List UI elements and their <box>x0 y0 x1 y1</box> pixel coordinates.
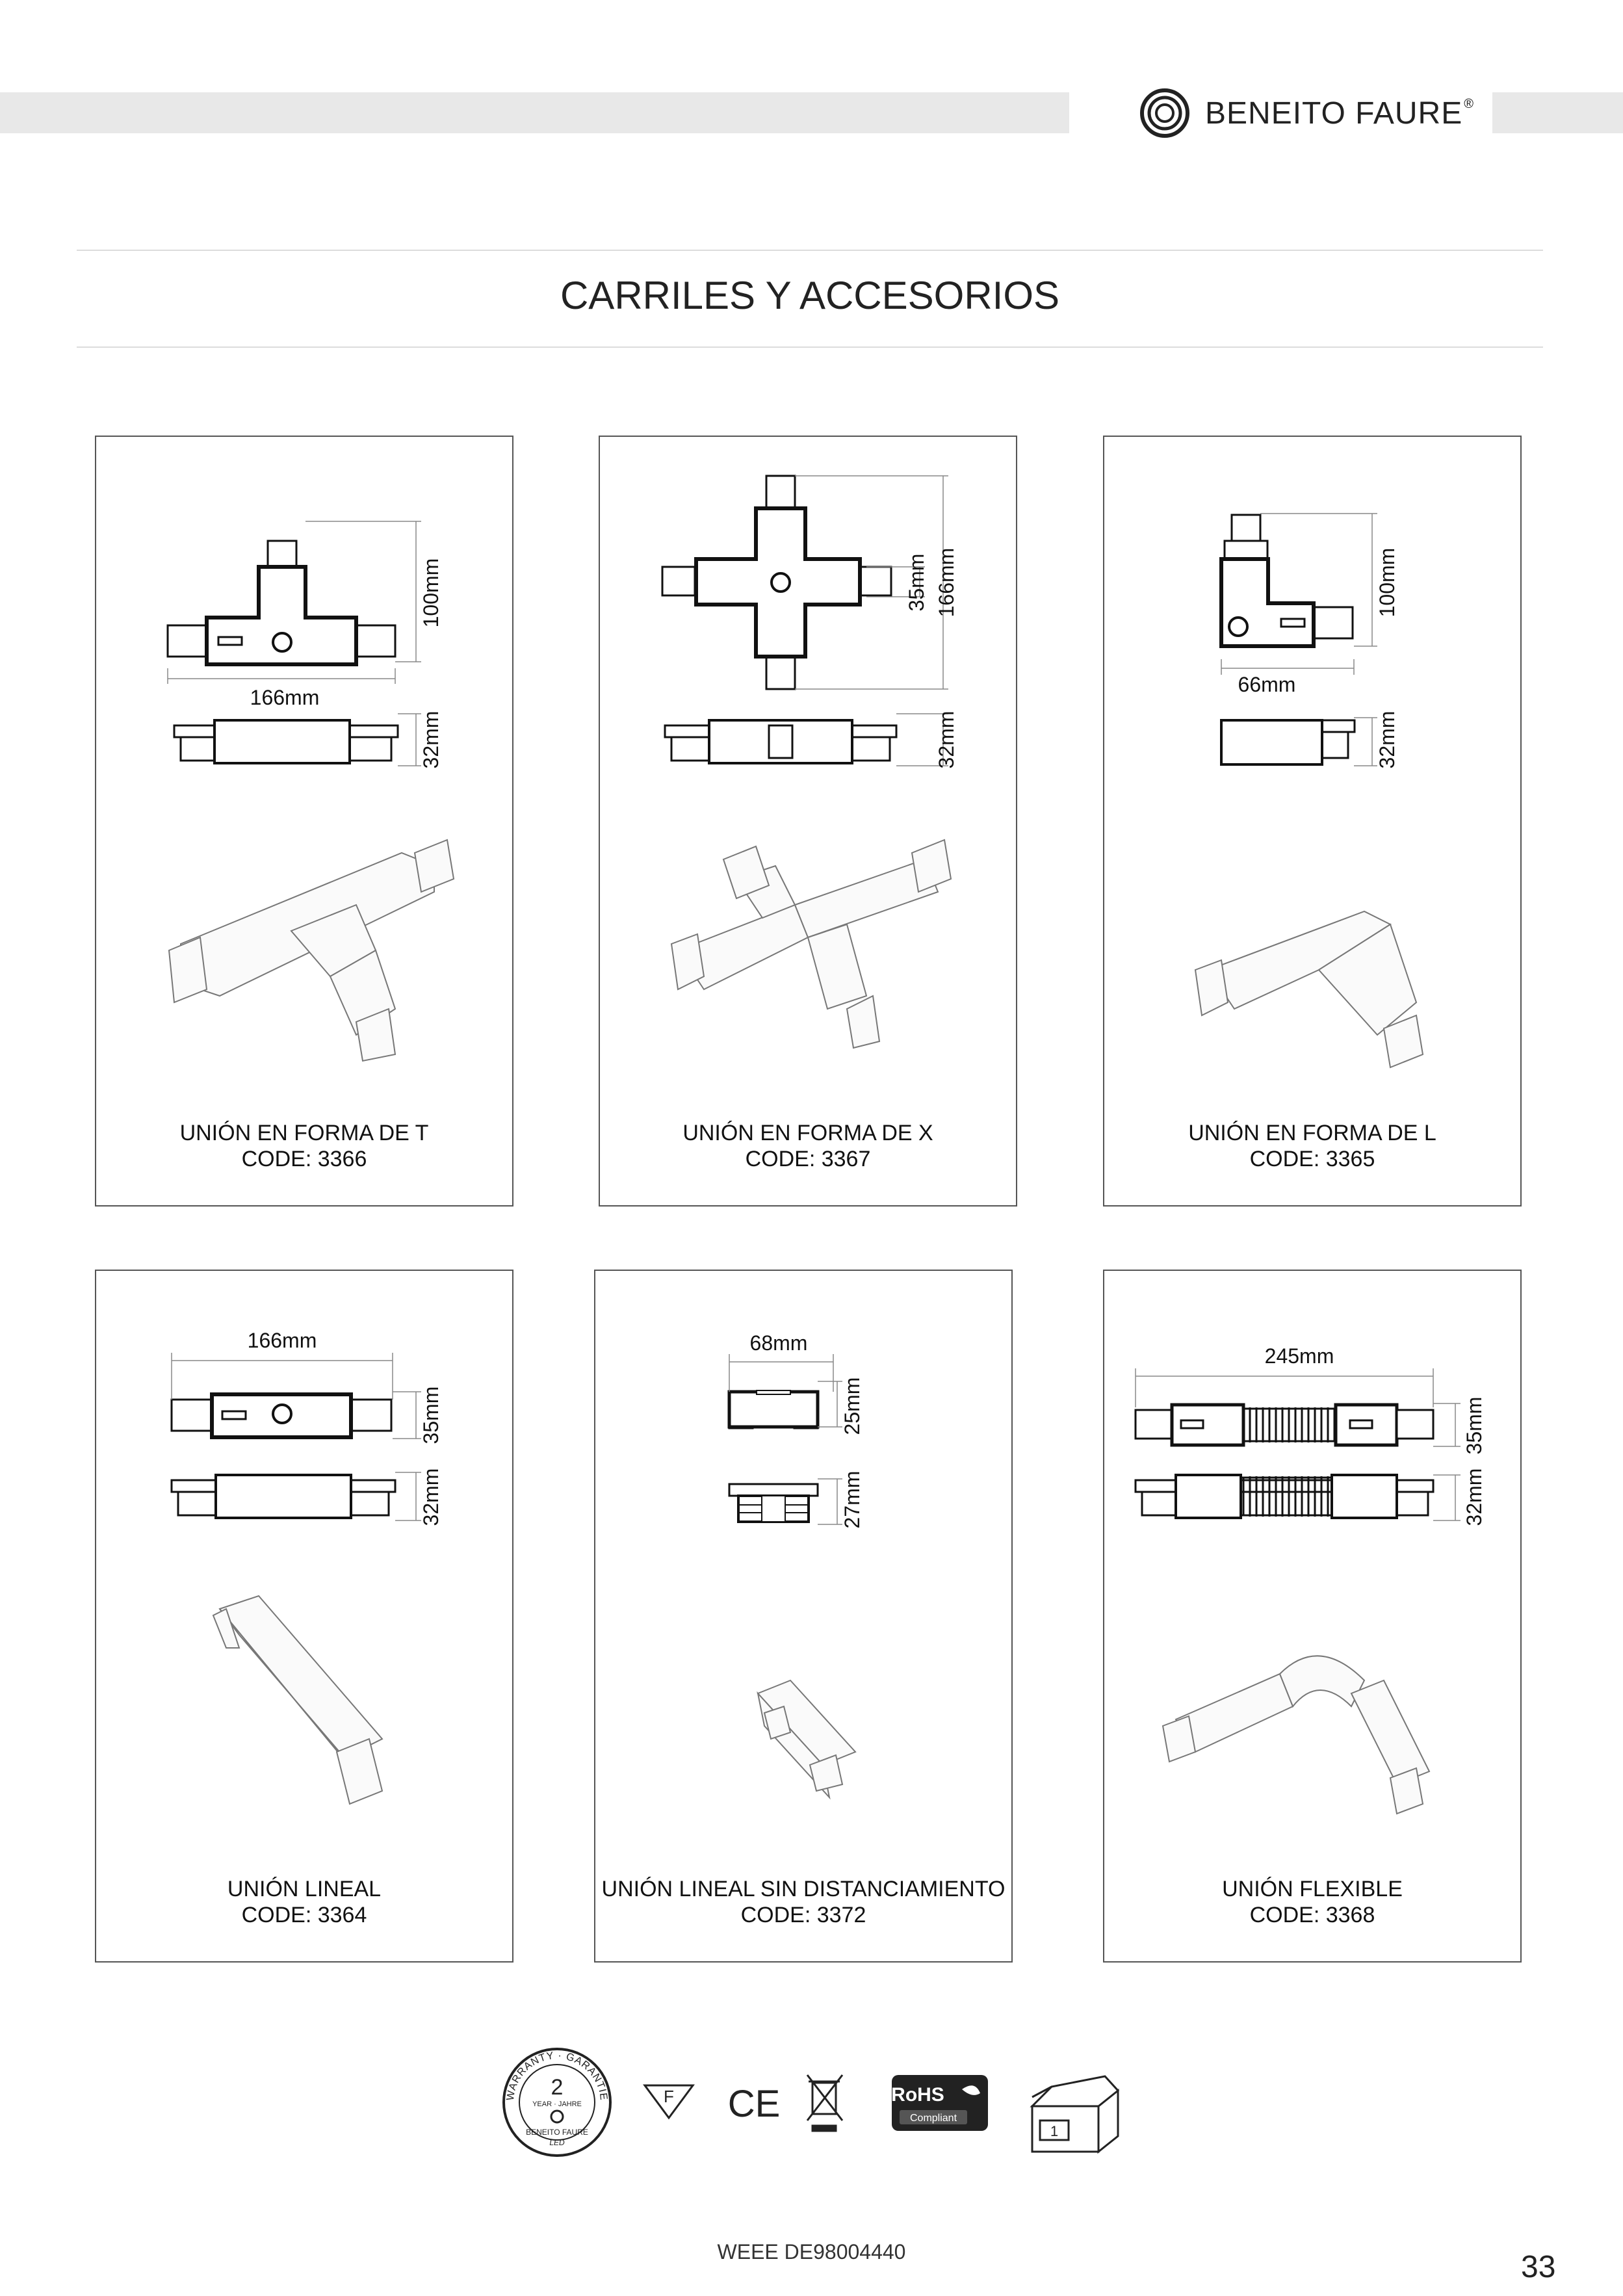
l-union-drawing <box>1104 437 1520 1205</box>
linear-union-width-label: 166mm <box>247 1329 317 1352</box>
f-mark-icon <box>645 2085 693 2118</box>
flexible-union-drawing <box>1104 1271 1520 1961</box>
t-union-product-render <box>169 840 454 1061</box>
brand-logo <box>1139 87 1474 139</box>
t-union-width-label: 166mm <box>250 686 320 709</box>
warranty-brand: BENEITO FAURE <box>526 2128 588 2137</box>
warranty-sub: LED <box>549 2138 565 2147</box>
flexible-union-name: UNIÓN FLEXIBLE <box>1222 1877 1403 1901</box>
flexible-union-width-label: 245mm <box>1264 1344 1334 1368</box>
rohs-label: Compliant <box>909 2113 957 2124</box>
linear-no-spacing-width-label: 68mm <box>749 1331 808 1355</box>
l-union-depth-label: 32mm <box>1375 711 1399 769</box>
warranty-arc-text: WARRANTY · GARANTIE <box>504 2050 610 2102</box>
x-union-name: UNIÓN EN FORMA DE X <box>682 1121 933 1145</box>
x-union-depth-label: 32mm <box>935 711 958 769</box>
warranty-years-label: YEAR · JAHRE <box>532 2100 582 2108</box>
rohs-title: RoHS <box>891 2084 944 2106</box>
l-union-height-label: 100mm <box>1375 547 1399 618</box>
weee-bin-icon <box>807 2075 842 2131</box>
linear-no-spacing-height-label: 25mm <box>840 1377 864 1435</box>
flexible-union-height-label: 35mm <box>1462 1396 1486 1455</box>
linear-no-spacing-drawing <box>595 1271 1011 1961</box>
x-union-drawing <box>600 437 1016 1205</box>
linear-no-spacing-code: CODE: 3372 <box>740 1903 866 1927</box>
flexible-union-product-render <box>1163 1656 1429 1814</box>
product-card-x-union <box>599 436 1017 1207</box>
box-quantity-icon <box>1032 2076 1118 2152</box>
page-title: CARRILES Y ACCESORIOS <box>560 274 1060 317</box>
linear-union-drawing <box>96 1271 512 1961</box>
product-card-linear-union <box>95 1270 513 1963</box>
t-union-drawing <box>96 437 512 1205</box>
x-union-product-render <box>671 840 951 1048</box>
brand-registered-mark: ® <box>1464 96 1474 111</box>
warranty-years: 2 <box>551 2075 564 2100</box>
linear-union-code: CODE: 3364 <box>241 1903 367 1927</box>
title-rule-bottom <box>77 346 1543 348</box>
product-card-flexible-union <box>1103 1270 1522 1963</box>
product-card-linear-no-spacing <box>594 1270 1013 1963</box>
product-card-l-union <box>1103 436 1522 1207</box>
linear-union-product-render <box>213 1596 382 1804</box>
page-number: 33 <box>1521 2250 1556 2284</box>
f-mark-text: F <box>664 2087 674 2106</box>
header-bar-right <box>1492 92 1623 133</box>
title-rule-top <box>77 250 1543 251</box>
linear-no-spacing-name: UNIÓN LINEAL SIN DISTANCIAMIENTO <box>601 1877 1006 1901</box>
l-union-name: UNIÓN EN FORMA DE L <box>1188 1121 1436 1145</box>
t-union-depth-label: 32mm <box>419 711 443 769</box>
t-union-code: CODE: 3366 <box>241 1147 367 1171</box>
linear-union-name: UNIÓN LINEAL <box>227 1877 382 1901</box>
flexible-union-code: CODE: 3368 <box>1249 1903 1375 1927</box>
flexible-union-depth-label: 32mm <box>1462 1468 1486 1526</box>
l-union-width-label: 66mm <box>1238 673 1296 696</box>
x-union-width-label: 35mm <box>905 553 928 612</box>
warranty-seal-icon <box>504 2049 610 2156</box>
t-union-name: UNIÓN EN FORMA DE T <box>179 1121 429 1145</box>
l-union-code: CODE: 3365 <box>1249 1147 1375 1171</box>
linear-no-spacing-product-render <box>758 1680 855 1797</box>
certification-row <box>0 2048 1623 2178</box>
brand-rings-icon <box>1139 87 1191 139</box>
linear-no-spacing-depth-label: 27mm <box>840 1470 864 1529</box>
box-quantity-text: 1 <box>1050 2123 1059 2139</box>
rohs-icon <box>891 2075 988 2131</box>
linear-union-height-label: 35mm <box>419 1386 443 1444</box>
header-bar-left <box>0 92 1069 133</box>
brand-name: BENEITO FAURE <box>1205 96 1463 131</box>
ce-mark-icon: CE <box>727 2083 781 2125</box>
x-union-code: CODE: 3367 <box>745 1147 871 1171</box>
t-union-height-label: 100mm <box>419 558 443 628</box>
x-union-height-label: 166mm <box>935 547 958 618</box>
l-union-product-render <box>1195 911 1423 1067</box>
product-card-t-union <box>95 436 513 1207</box>
linear-union-depth-label: 32mm <box>419 1468 443 1526</box>
weee-number: WEEE DE98004440 <box>717 2240 906 2263</box>
